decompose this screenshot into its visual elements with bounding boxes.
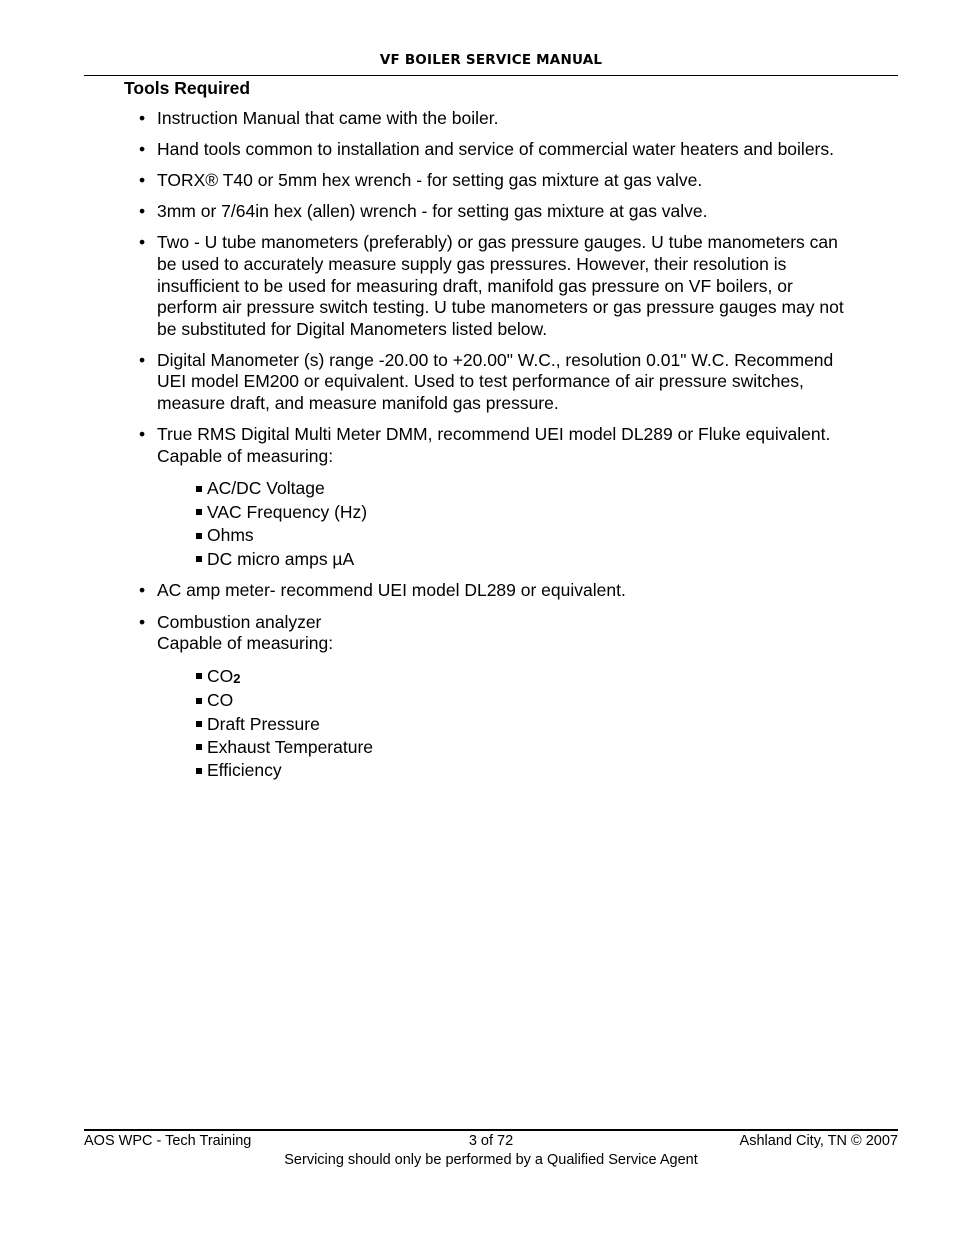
item-text: Instruction Manual that came with the boiler. (157, 108, 499, 128)
list-item (139, 201, 899, 223)
sub-item-text: CO (207, 665, 234, 686)
item-text-line: Capable of measuring: (157, 445, 334, 466)
list-item (139, 612, 899, 783)
item-text: TORX® T40 or 5mm hex wrench - for setting gas mixture at gas valve. (157, 170, 703, 191)
bullet-icon: • (139, 349, 146, 370)
sub-item-text: Efficiency (207, 760, 282, 781)
sub-list-item (196, 548, 899, 571)
sub-list-item (196, 689, 899, 712)
sub-item-text: VAC Frequency (Hz) (207, 501, 368, 522)
bullet-icon: • (139, 170, 146, 191)
sub-list-item (196, 736, 899, 759)
tools-list (139, 108, 899, 792)
list-item (139, 350, 899, 415)
sub-item-text: Exhaust Temperature (207, 736, 374, 757)
square-bullet-icon (196, 744, 202, 750)
sub-list-item (196, 477, 899, 500)
bullet-icon: • (139, 424, 146, 445)
measurement-sublist (196, 665, 899, 783)
sub-item-text: DC micro amps µA (207, 548, 355, 569)
page-number: 3 of 72 (468, 1133, 514, 1149)
bullet-icon: • (139, 232, 146, 253)
footer-org: AOS WPC - Tech Training (84, 1133, 252, 1149)
square-bullet-icon (196, 768, 202, 774)
sub-item-text: Ohms (207, 525, 254, 546)
bullet-icon: • (139, 139, 146, 160)
square-bullet-icon (196, 673, 202, 679)
item-text: 3mm or 7/64in hex (allen) wrench - for setting gas mixture at gas valve. (157, 201, 708, 222)
sub-list-item (196, 713, 899, 736)
sub-item-text: Draft Pressure (207, 713, 320, 734)
square-bullet-icon (196, 721, 202, 727)
sub-item-text: CO (207, 690, 234, 711)
item-text-line: Capable of measuring: (157, 633, 334, 654)
list-item (139, 170, 899, 192)
item-text-line: Combustion analyzer (157, 611, 322, 632)
bullet-icon: • (139, 108, 146, 128)
square-bullet-icon (196, 556, 202, 562)
footer-divider (84, 1129, 898, 1131)
sub-list-item (196, 524, 899, 547)
page-header-title: VF BOILER SERVICE MANUAL (379, 52, 603, 68)
footer-location: Ashland City, TN © 2007 (739, 1133, 898, 1149)
sub-list-item (196, 501, 899, 524)
sub-item-text: AC/DC Voltage (207, 478, 325, 499)
list-item (139, 108, 899, 130)
item-text-line: perform air pressure switch testing. U tube manometers or gas pressure gauges may not (157, 297, 844, 318)
item-text-line: be substituted for Digital Manometers listed below. (157, 318, 548, 339)
section-title: Tools Required (124, 78, 251, 98)
square-bullet-icon (196, 509, 202, 515)
item-text: Hand tools common to installation and service of commercial water heaters and boilers. (157, 139, 834, 160)
item-text-line: UEI model EM200 or equivalent. Used to test performance of air pressure switches, (157, 371, 804, 392)
square-bullet-icon (196, 486, 202, 492)
list-item (139, 139, 899, 161)
sub-list-item (196, 759, 899, 782)
subscript-text: 2 (233, 670, 241, 686)
square-bullet-icon (196, 533, 202, 539)
header-divider (84, 75, 898, 76)
item-text-line: Digital Manometer (s) range -20.00 to +20.00" W.C., resolution 0.01" W.C. Recommend (157, 349, 834, 370)
item-text-line: Two - U tube manometers (preferably) or gas pressure gauges. U tube manometers can (157, 232, 838, 253)
item-text-line: be used to accurately measure supply gas pressures. However, their resolution is (157, 253, 787, 274)
bullet-icon: • (139, 201, 146, 222)
item-text-line: True RMS Digital Multi Meter DMM, recommend UEI model DL289 or Fluke equivalent. (157, 424, 831, 445)
list-item (139, 580, 899, 602)
bullet-icon: • (139, 580, 146, 601)
item-text-line: insufficient to be used for measuring draft, manifold gas pressure on VF boilers, or (157, 275, 793, 296)
sub-list-item (196, 665, 899, 689)
item-text-line: measure draft, and measure manifold gas pressure. (157, 393, 559, 414)
item-text: AC amp meter- recommend UEI model DL289 or equivalent. (157, 580, 626, 601)
square-bullet-icon (196, 698, 202, 704)
list-item (139, 424, 899, 571)
list-item (139, 232, 899, 340)
measurement-sublist (196, 477, 899, 571)
footer-warning: Servicing should only be performed by a Qualified Service Agent (284, 1152, 698, 1168)
bullet-icon: • (139, 611, 146, 632)
